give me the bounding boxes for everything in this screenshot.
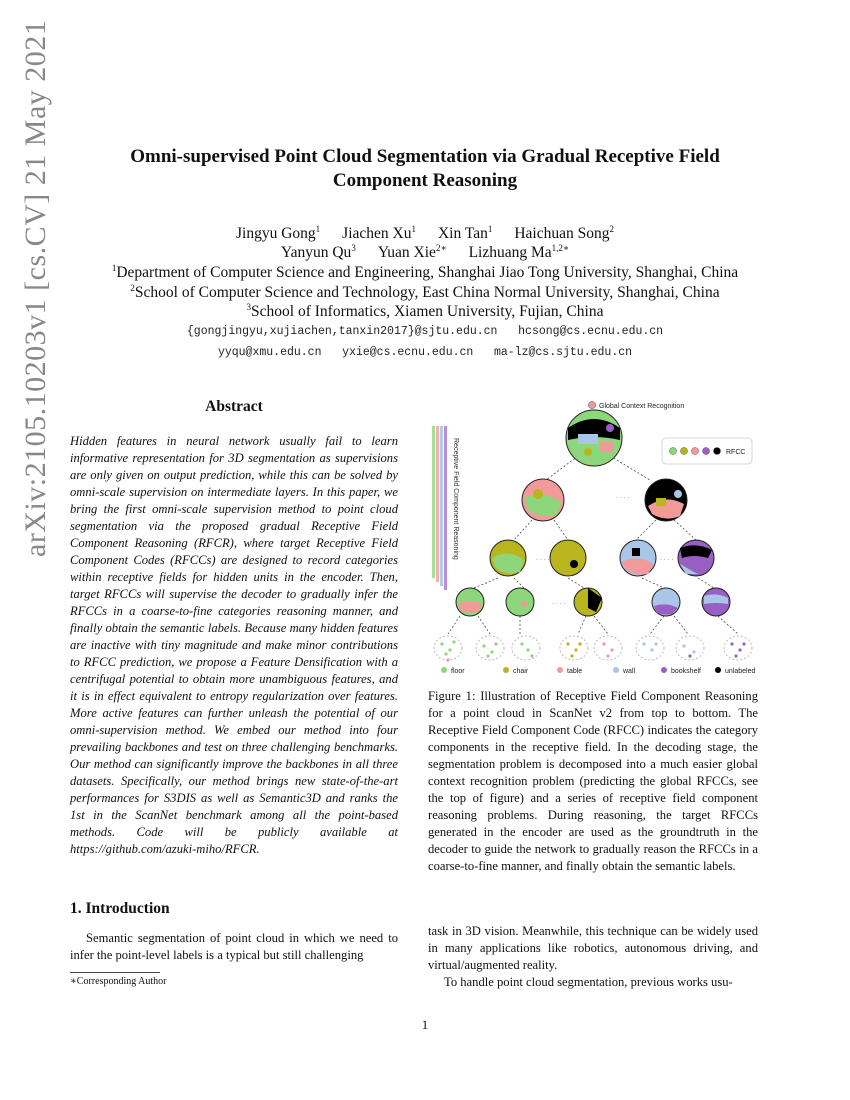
affiliation-2-sup: 2 [130,282,135,293]
legend-item-table [557,667,582,675]
rfcc-legend-box [662,438,752,464]
leaf-point-clouds [434,636,752,662]
line1-author-1 [236,225,320,242]
affiliation-3-text: School of Informatics, Xiamen University, Fujian, China [251,303,604,320]
line2-author-2 [378,244,447,261]
legend-swatch [441,667,447,673]
affiliation-1 [40,264,810,282]
author-name: Yanyun Qu [280,244,352,261]
page-number: 1 [421,1017,429,1032]
figure-1 [428,398,758,678]
rfcc-label: RFCC [726,449,746,456]
author-name: Haichuan Song [514,225,610,242]
figure-caption: Figure 1: Illustration of Receptive Field Component Reasoning for a point cloud in ScanNet v2 from top to bottom. The Receptive Field Component Code (RFCC) indicates the category components in the receptive field. In the decoding stage, the segmentation problem is decomposed into a much easier global context recognition problem (predicting the global RFCCs, see the top of figure) and a series of receptive field component reasoning problems. During reasoning, the target RFCCs generated in the encoder are used as the groundtruth in the decoder to guide the network to gradually reason the RFCCs in a coarse-to-fine manner, and finally obtain the semantic labels. [428,689,758,873]
emails-line-2: yyqu@xmu.edu.cn yxie@cs.ecnu.edu.cn ma-lz@cs.sjtu.edu.cn [217,346,633,359]
author-affiliation-sup: 2∗ [435,242,447,253]
legend-label: bookshelf [671,668,701,675]
intro-body: Semantic segmentation of point cloud in which we need to infer the point-level labels is a typical but still challenging [70,931,398,962]
footnote: ∗Corresponding Author [70,976,167,987]
tree-node-l1-left [522,479,564,521]
legend-item-unlabeled [715,667,755,675]
legend-label: chair [513,668,529,675]
legend-label: floor [451,668,465,675]
right-column-paragraph-1: task in 3D vision. Meanwhile, this technique can be widely used in many applications like robotics, autonomous driving, and virtual/augmented reality. [428,924,758,972]
legend-label: wall [623,668,636,675]
abstract-heading: Abstract [205,398,263,415]
legend-swatch [661,667,667,673]
affiliation-1-text: Department of Computer Science and Engineering, Shanghai Jiao Tong University, Shanghai, China [116,264,739,281]
tree-ellipsis-4: . . . . [552,599,566,606]
legend-swatch [613,667,619,673]
legend-label: unlabeled [725,668,756,675]
right-column-paragraph-2: To handle point cloud segmentation, previous works usu- [444,975,733,989]
line2-author-1 [281,244,356,261]
tree-node-root [566,410,622,466]
footnote-rule [70,972,160,973]
author-affiliation-sup: 1,2∗ [551,242,570,253]
figure-legend [441,667,755,675]
legend-item-chair [503,667,529,675]
arxiv-stamp-text: arXiv:2105.10203v1 [cs.CV] 21 May 2021 [19,19,52,557]
author-name: Jingyu Gong [236,225,316,242]
author-affiliation-sup: 2 [609,223,614,234]
tree-node-l1-right [645,479,687,521]
affiliation-2 [40,284,810,302]
legend-item-bookshelf [661,667,701,675]
author-name: Yuan Xie [377,244,436,261]
tree-node-l2-1 [490,540,526,576]
line1-author-3 [438,225,492,242]
line1-author-2 [342,225,416,242]
author-name: Lizhuang Ma [468,244,552,261]
author-affiliation-sup: 1 [487,223,493,234]
tree-node-l3-4 [652,588,680,616]
emails-line-1: {gongjingyu,xujiachen,tanxin2017}@sjtu.edu.cn hcsong@cs.ecnu.edu.cn [186,325,664,338]
author-affiliation-sup: 1 [411,223,416,234]
tree-ellipsis-1: . . . . [616,493,630,500]
global-rfcc-icon [589,402,596,409]
line1-author-4 [514,225,614,242]
affiliation-2-text: School of Computer Science and Technology, East China Normal University, Shanghai, China [134,284,720,301]
affiliation-1-sup: 1 [111,262,117,273]
tree-node-l2-4 [678,540,714,576]
line2-author-3 [469,244,569,261]
reasoning-axis-bars [432,426,447,590]
tree-node-l3-1 [456,588,484,616]
authors-line-1 [100,225,750,243]
author-affiliation-sup: 3 [351,242,356,253]
tree-node-l2-2 [550,540,586,576]
author-affiliation-sup: 1 [315,223,321,234]
legend-item-wall [613,667,636,675]
global-context-label: Global Context Recognition [599,403,685,410]
paper-title: Omni-supervised Point Cloud Segmentation via Gradual Receptive Field Component Reasoning [130,146,720,191]
tree-node-l3-2 [506,588,534,616]
affiliation-3 [40,303,810,321]
tree-node-l3-3 [574,588,602,616]
tree-node-l3-5 [702,588,730,616]
reasoning-axis-label: Receptive Field Component Reasoning [452,438,459,560]
tree-ellipsis-3: . . . . [660,555,674,562]
right-column-body [428,923,758,991]
legend-swatch [557,667,563,673]
rfcr-tree-diagram [428,398,758,678]
intro-heading: 1. Introduction [70,900,170,917]
author-name: Jiachen Xu [342,225,412,242]
authors-line-2 [100,244,750,262]
affiliation-3-sup: 3 [246,301,252,312]
tree-node-l2-3 [620,540,656,576]
author-name: Xin Tan [437,225,488,242]
legend-label: table [567,668,583,675]
legend-swatch [715,667,721,673]
abstract-body: Hidden features in neural network usually fail to learn informative representation for 3D segmentation as supervisions are only given on output prediction, while this can be solved by omni-scale supervision on intermediate layers. In this paper, we bring the first omni-scale supervision method to point cloud segmentation via the proposed gradual Receptive Field Component Reasoning (RFCR), where target Receptive Field Component Codes (RFCCs) are designed to record categories within receptive fields for hidden units in the encoder. Then, target RFCCs will supervise the decoder to gradually infer the RFCCs in a coarse-to-fine categories reasoning manner, and finally obtain the semantic labels. Because many hidden features are inactive with tiny magnitude and make minor contributions to RFCC prediction, we propose a Feature Densification with a centrifugal potential to obtain more unambiguous features, and it is in effect equivalent to entropy regularization over features. More active features can further unleash the potential of our omni-supervision method. We embed our method into four prevailing backbones and test on three challenging benchmarks. Our method can significantly improve the backbones in all three datasets. Specifically, our method brings new state-of-the-art performances for S3DIS as well as Semantic3D and ranks the 1st in the ScanNet benchmark among all the point-based methods. Code will be publicly available at https://github.com/azuki-miho/RFCR. [70,434,398,856]
legend-item-floor [441,667,465,675]
tree-ellipsis-2: . . . . [536,555,550,562]
legend-swatch [503,667,509,673]
